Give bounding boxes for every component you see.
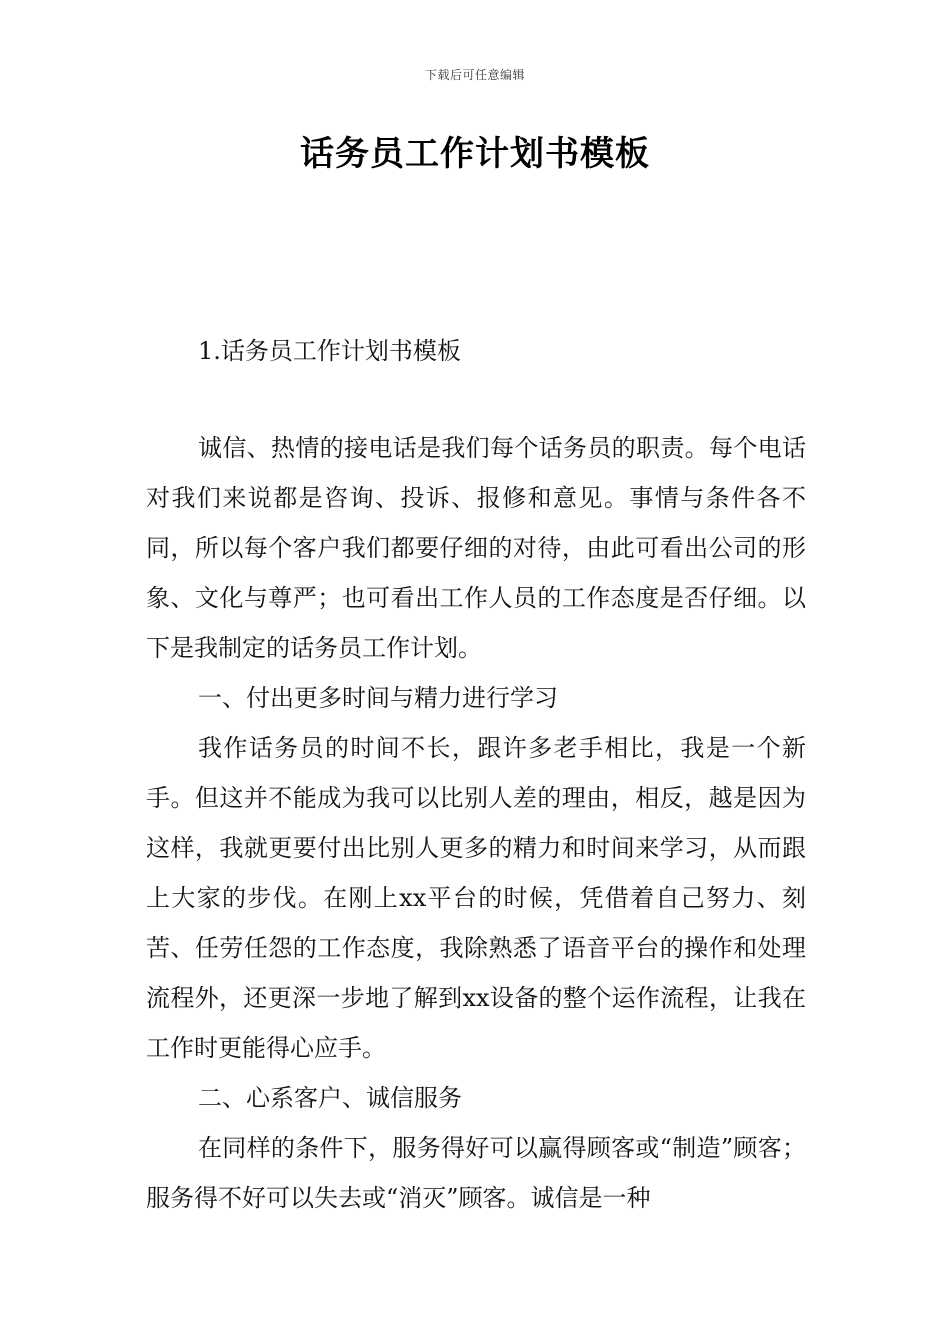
section-title: 1.话务员工作计划书模板 <box>198 337 461 365</box>
document-body <box>146 423 806 1223</box>
heading-section-two: 二、心系客户、诚信服务 <box>198 1084 462 1112</box>
paragraph-learning: 我作话务员的时间不长，跟许多老手相比，我是一个新手。但这并不能成为我可以比别人差的理由，相反，越是因为这样，我就更要付出比别人更多的精力和时间来学习，从而跟上大家的步伐。在刚上xx平台的时候，凭借着自己努力、刻苦、任劳任怨的工作态度，我除熟悉了语音平台的操作和处理流程外，还更深一步地了解到xx设备的整个运作流程，让我在工作时更能得心应手。 <box>146 734 806 1062</box>
heading-section-one: 一、付出更多时间与精力进行学习 <box>198 684 558 712</box>
paragraph-service: 在同样的条件下，服务得好可以赢得顾客或“制造”顾客；服务得不好可以失去或“消灭”顾客。诚信是一种 <box>146 1134 806 1212</box>
document-title: 话务员工作计划书模板 <box>300 134 650 174</box>
paragraph-intro: 诚信、热情的接电话是我们每个话务员的职责。每个电话对我们来说都是咨询、投诉、报修和意见。事情与条件各不同，所以每个客户我们都要仔细的对待，由此可看出公司的形象、文化与尊严；也可看出工作人员的工作态度是否仔细。以下是我制定的话务员工作计划。 <box>146 434 806 662</box>
header-note: 下载后可任意编辑 <box>424 68 525 82</box>
